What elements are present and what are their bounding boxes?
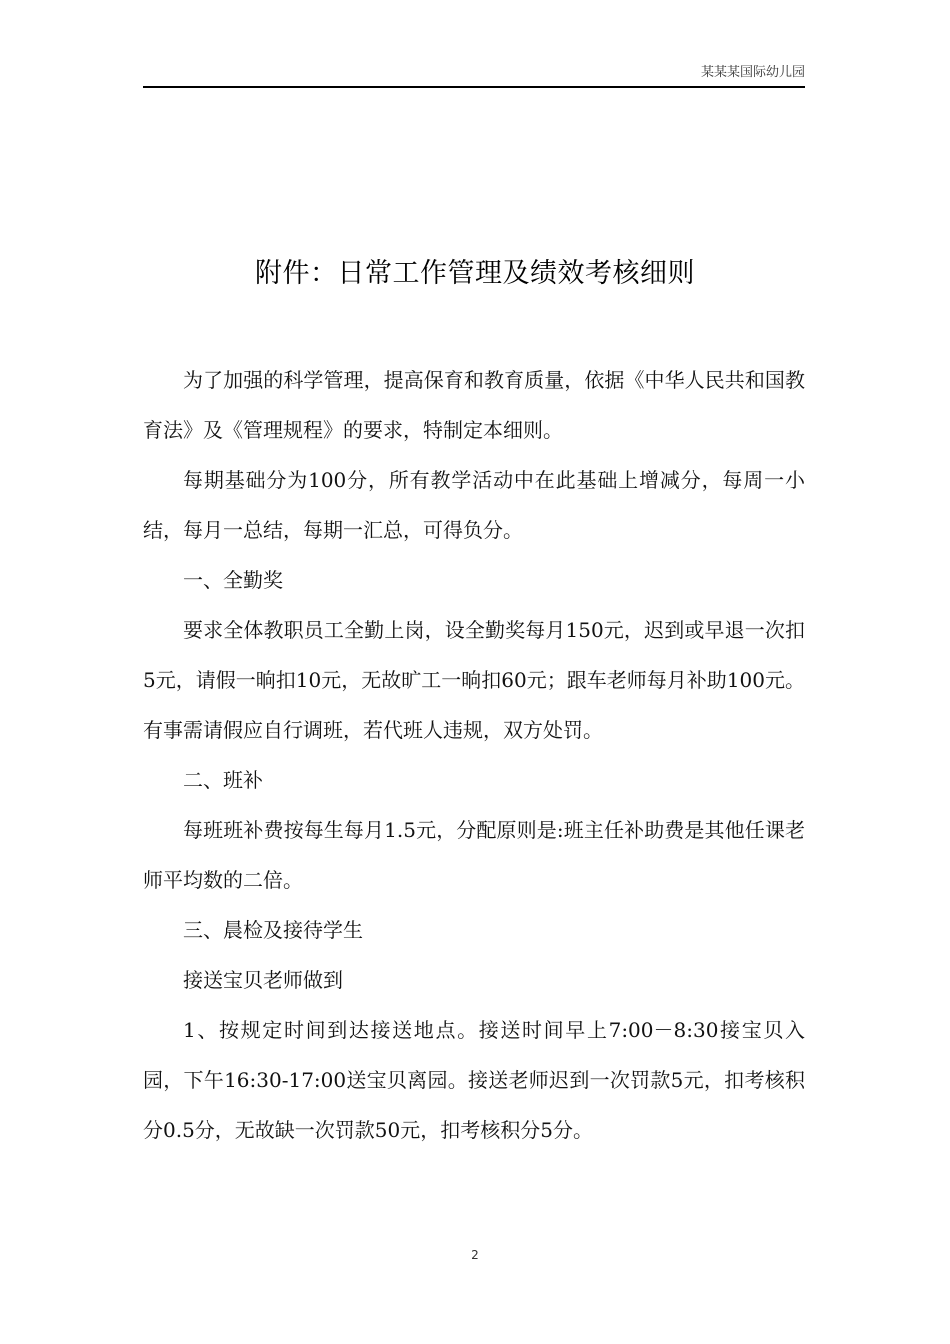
section-heading-class-subsidy: 二、班补 xyxy=(183,768,263,792)
paragraph-pickup-teachers: 接送宝贝老师做到 xyxy=(183,968,343,992)
section-heading-morning-check: 三、晨检及接待学生 xyxy=(183,918,363,942)
paragraph-attendance-rules: 要求全体教职员工全勤上岗，设全勤奖每月150元，迟到或早退一次扣5元，请假一晌扣10元，无故旷工一晌扣60元；跟车老师每月补助100元。有事需请假应自行调班，若代班人违规，双方处罚。 xyxy=(143,618,805,742)
header-org-name: 某某某国际幼儿园 xyxy=(700,65,805,80)
document-title: 附件：日常工作管理及绩效考核细则 xyxy=(255,258,695,289)
paragraph-base-score: 每期基础分为100分，所有教学活动中在此基础上增减分，每周一小结，每月一总结，每期一汇总，可得负分。 xyxy=(143,468,805,542)
section-heading-attendance-award: 一、全勤奖 xyxy=(183,568,283,592)
paragraph-intro: 为了加强的科学管理，提高保育和教育质量，依据《中华人民共和国教育法》及《管理规程》的要求，特制定本细则。 xyxy=(143,368,805,442)
document-body xyxy=(143,355,805,1155)
paragraph-pickup-rule-1: 1、按规定时间到达接送地点。接送时间早上7:00－8:30接宝贝入园，下午16:30-17:00送宝贝离园。接送老师迟到一次罚款5元，扣考核积分0.5分，无故缺一次罚款50元，扣考核积分5分。 xyxy=(143,1018,805,1142)
paragraph-class-subsidy: 每班班补费按每生每月1.5元，分配原则是:班主任补助费是其他任课老师平均数的二倍。 xyxy=(143,818,805,892)
page-number: 2 xyxy=(471,1248,479,1262)
page-header xyxy=(143,62,805,88)
